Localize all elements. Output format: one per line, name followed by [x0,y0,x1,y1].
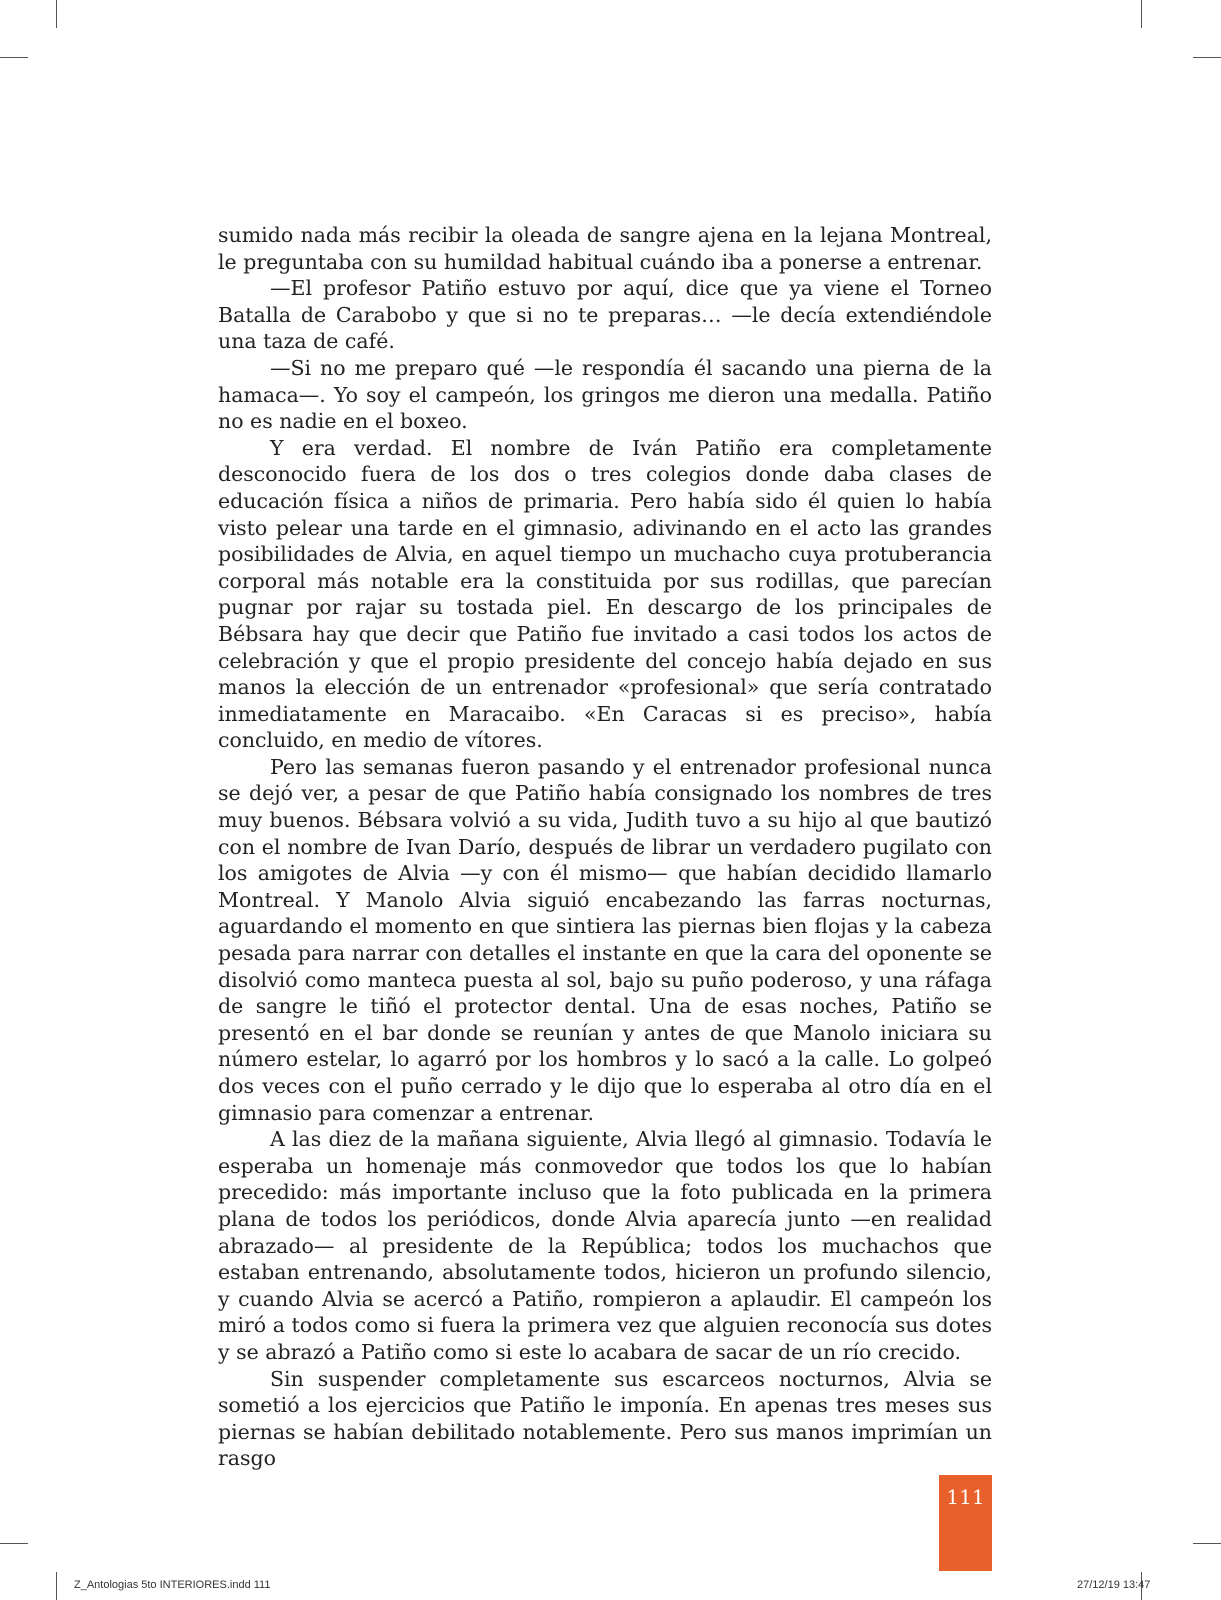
body-text [218,222,992,1472]
paragraph-1: sumido nada más recibir la oleada de sangre ajena en la lejana Montreal, le preguntaba con su humildad habitual cuándo iba a ponerse a entrenar. [218,223,992,274]
crop-mark-bottom-left [56,1572,57,1600]
paragraph-7: Sin suspender completamente sus escarceos nocturnos, Alvia se sometió a los ejercicios que Patiño le imponía. En apenas tres meses sus piernas se habían debilitado notablemente. Pero sus manos imprimían un rasgo [218,1366,992,1471]
paragraph-2: —El profesor Patiño estuvo por aquí, dice que ya viene el Torneo Batalla de Carabobo y que si no te preparas… —le decía extendiéndole una taza de café. [218,276,992,354]
slug-timestamp: 27/12/19 13:47 [1077,1579,1151,1591]
crop-mark-left-top [0,57,28,58]
paragraph-5: Pero las semanas fueron pasando y el entrenador profesional nunca se dejó ver, a pesar de que Patiño había consignado los nombres de tres muy buenos. Bébsara volvió a su vida, Judith tuvo a su hijo al que bautizó con el nombre de Ivan Darío, después de librar un verdadero pugilato con los amigotes de Alvia —y con él mismo— que habían decidido llamarlo Montreal. Y Manolo Alvia siguió encabezando las farras nocturnas, aguardando el momento en que sintiera las piernas bien flojas y la cabeza pesada para narrar con detalles el instante en que la cara del oponente se disolvió como manteca puesta al sol, bajo su puño poderoso, y una ráfaga de sangre le tiñó el protector dental. Una de esas noches, Patiño se presentó en el bar donde se reunían y antes de que Manolo iniciara su número estelar, lo agarró por los hombros y lo sacó a la calle. Lo golpeó dos veces con el puño cerrado y le dijo que lo esperaba al otro día en el gimnasio para comenzar a entrenar. [218,754,992,1125]
page-number: 111 [946,1485,985,1509]
slug-filename: Z_Antologias 5to INTERIORES.indd 111 [74,1579,271,1591]
crop-mark-right-top [1193,57,1221,58]
crop-mark-right-bottom [1193,1543,1221,1544]
crop-mark-left-bottom [0,1543,28,1544]
paragraph-6: A las diez de la mañana siguiente, Alvia llegó al gimnasio. Todavía le esperaba un homenaje más conmovedor que todos los que lo habían precedido: más importante incluso que la foto publicada en la primera plana de todos los periódicos, donde Alvia aparecía junto —en realidad abrazado— al presidente de la República; todos los muchachos que estaban entrenando, absolutamente todos, hicieron un profundo silencio, y cuando Alvia se acercó a Patiño, rompieron a aplaudir. El campeón los miró a todos como si fuera la primera vez que alguien reconocía sus dotes y se abrazó a Patiño como si este lo acabara de sacar de un río crecido. [218,1127,992,1364]
crop-mark-top-right [1141,0,1142,28]
paragraph-4: Y era verdad. El nombre de Iván Patiño era completamente desconocido fuera de los dos o tres colegios donde daba clases de educación física a niños de primaria. Pero había sido él quien lo había visto pelear una tarde en el gimnasio, adivinando en el acto las grandes posibilidades de Alvia, en aquel tiempo un muchacho cuya protuberancia corporal más notable era la constituida por sus rodillas, que parecían pugnar por rajar su tostada piel. En descargo de los principales de Bébsara hay que decir que Patiño fue invitado a casi todos los actos de celebración y que el propio presidente del concejo había dejado en sus manos la elección de un entrenador «profesional» que sería contratado inmediatamente en Maracaibo. «En Caracas si es preciso», había concluido, en medio de vítores. [218,435,992,753]
paragraph-3: —Si no me preparo qué —le respondía él sacando una pierna de la hamaca—. Yo soy el campeón, los gringos me dieron una medalla. Patiño no es nadie en el boxeo. [218,355,992,434]
crop-mark-top-left [56,0,57,28]
page-number-tab [939,1475,992,1571]
